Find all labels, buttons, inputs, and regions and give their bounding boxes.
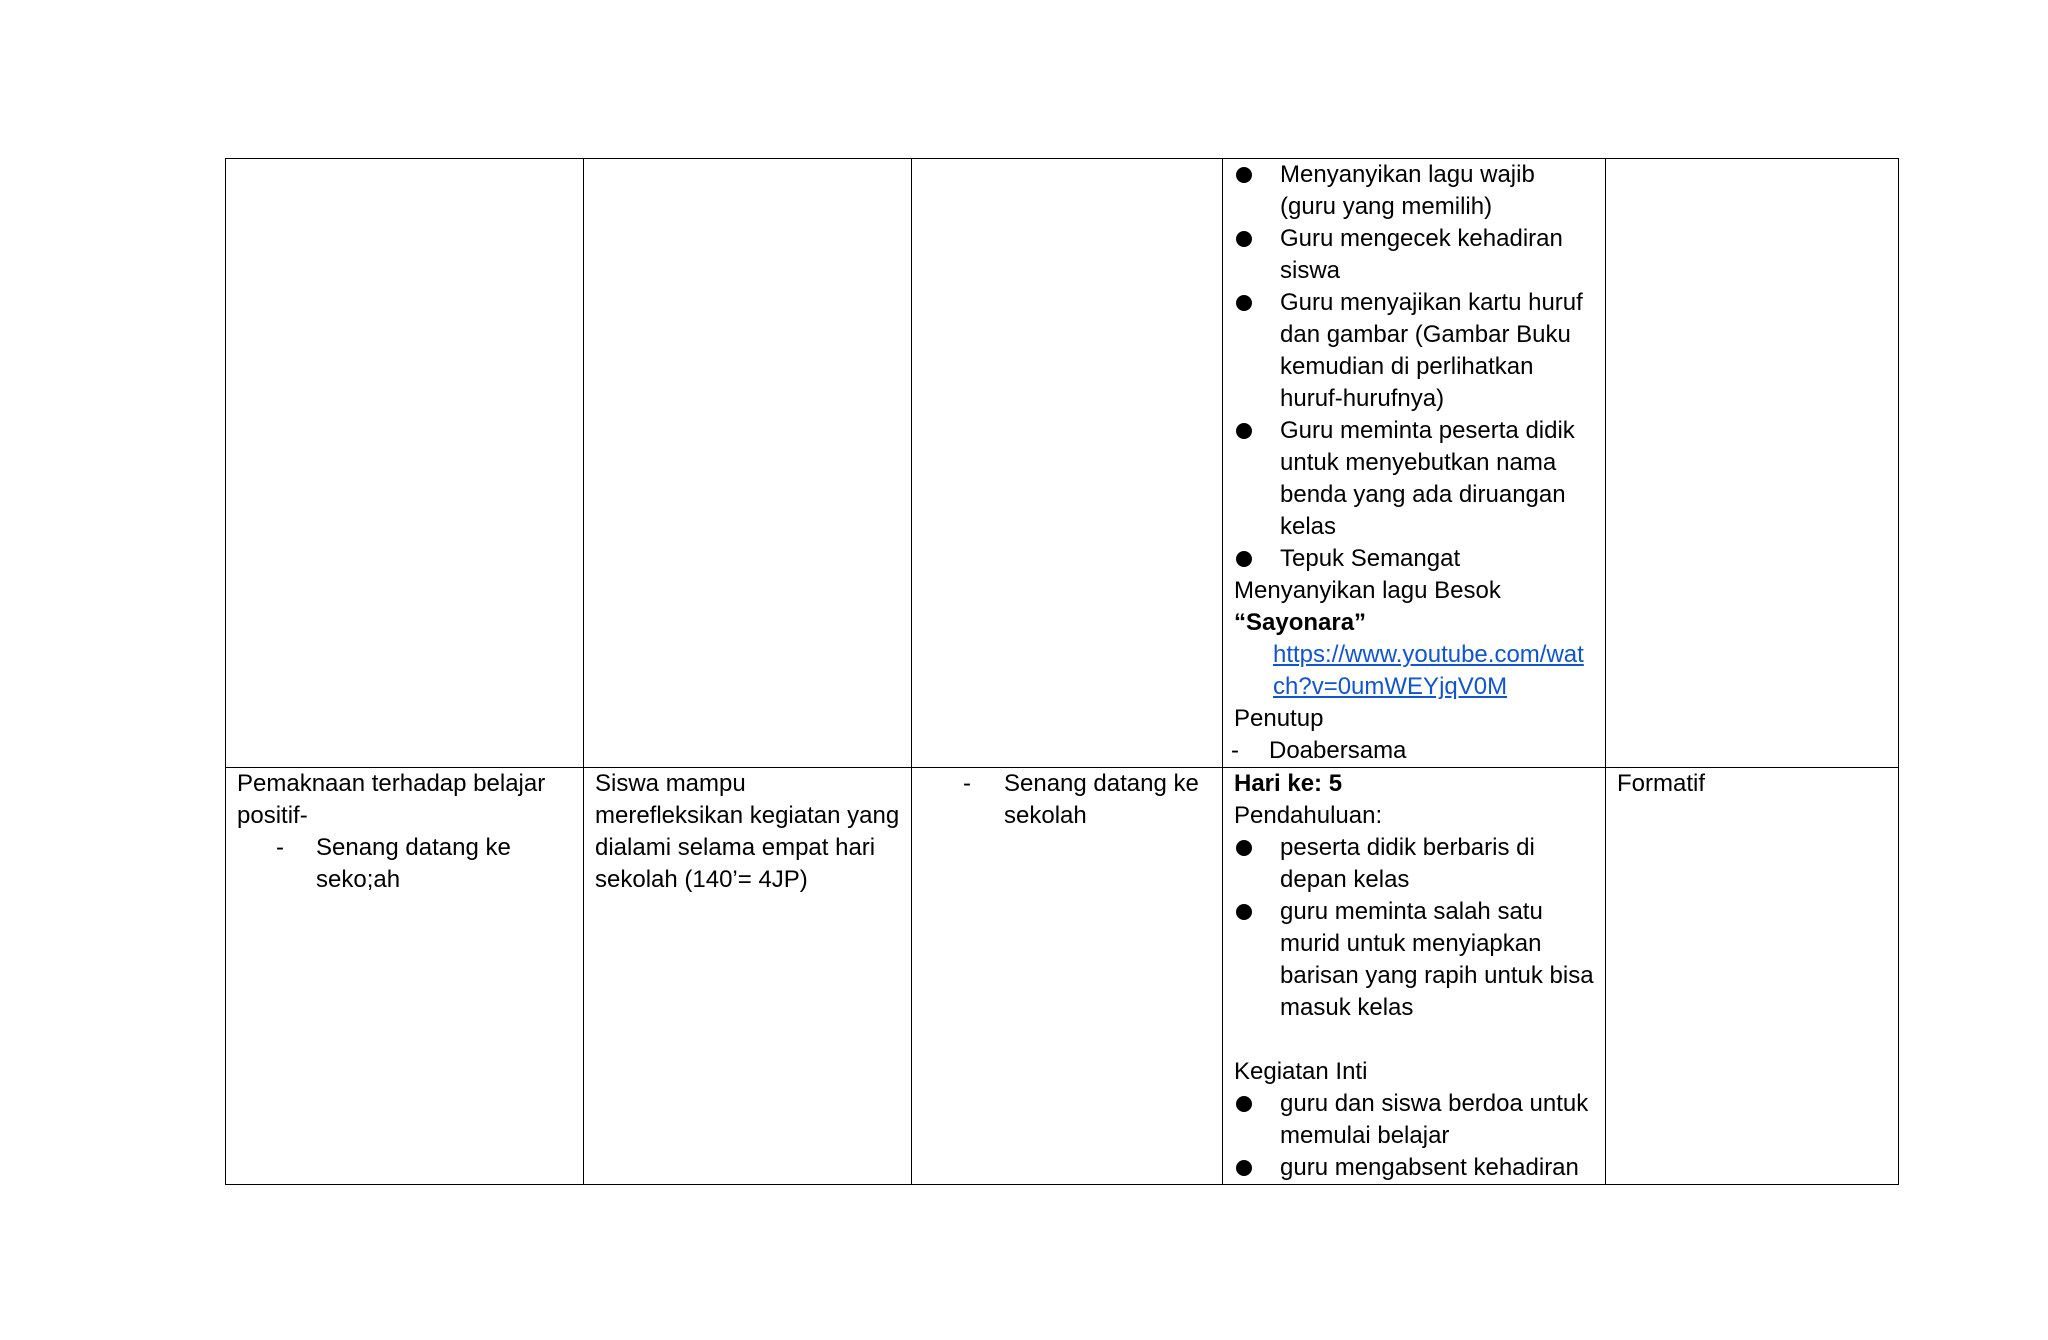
table-cell-competency xyxy=(226,159,584,768)
bullet-dot-icon xyxy=(1236,1096,1252,1112)
list-item-text: guru dan siswa berdoa untuk memulai belajar xyxy=(1280,1090,1589,1149)
youtube-link[interactable]: https://www.youtube.com/watch?v=0umWEYjqV0M xyxy=(1273,641,1584,700)
table-row xyxy=(226,768,1899,1185)
table-cell-objective xyxy=(584,768,912,1185)
list-item xyxy=(1234,1088,1594,1152)
list-item-text: guru mengabsent kehadiran xyxy=(1280,1154,1579,1181)
list-item xyxy=(1234,896,1594,1024)
dash-mark: - xyxy=(1231,737,1239,764)
bullet-dot-icon xyxy=(1236,1160,1252,1176)
core-bullet-list xyxy=(1234,1088,1594,1184)
table-cell-activities xyxy=(1223,768,1606,1185)
objective-text: Siswa mampu merefleksikan kegiatan yang dialami selama empat hari sekolah (140’= 4JP) xyxy=(595,770,900,893)
list-item xyxy=(1234,223,1594,287)
list-item-text: guru meminta salah satu murid untuk menyiapkan barisan yang rapih untuk bisa masuk kelas xyxy=(1280,898,1594,1021)
dash-mark: - xyxy=(276,834,284,861)
closing-item-text: Doabersama xyxy=(1269,737,1407,764)
table-cell-assessment xyxy=(1606,159,1899,768)
lesson-plan-table xyxy=(225,158,1899,1185)
table-cell-objective xyxy=(584,159,912,768)
list-item-text: peserta didik berbaris di depan kelas xyxy=(1280,834,1535,893)
table-row xyxy=(226,159,1899,768)
bullet-dot-icon xyxy=(1236,904,1252,920)
indicator-text: Senang datang ke sekolah xyxy=(1004,770,1199,829)
core-label: Kegiatan Inti xyxy=(1234,1058,1368,1085)
bullet-dot-icon xyxy=(1236,551,1252,567)
intro-label: Pendahuluan: xyxy=(1234,802,1383,829)
table-cell-indicator xyxy=(912,768,1223,1185)
intro-bullet-list xyxy=(1234,832,1594,1024)
competency-text: Pemaknaan terhadap belajar positif- xyxy=(237,770,546,829)
bullet-dot-icon xyxy=(1236,167,1252,183)
day-label: Hari ke: 5 xyxy=(1234,770,1343,797)
list-item-text: Menyanyikan lagu wajib (guru yang memilih) xyxy=(1280,161,1535,220)
list-item-text: Guru menyajikan kartu huruf dan gambar (Gambar Buku kemudian di perlihatkan huruf-hurufnya) xyxy=(1280,289,1583,412)
table-cell-indicator xyxy=(912,159,1223,768)
song-line: Menyanyikan lagu Besok xyxy=(1234,577,1501,604)
activity-bullet-list xyxy=(1234,159,1594,575)
competency-sub-item xyxy=(237,832,572,896)
bullet-dot-icon xyxy=(1236,840,1252,856)
list-item xyxy=(1234,159,1594,223)
list-item-text: Tepuk Semangat xyxy=(1280,545,1461,572)
closing-item xyxy=(1231,735,1594,767)
dash-mark: - xyxy=(963,770,971,797)
bullet-dot-icon xyxy=(1236,231,1252,247)
table-cell-activities xyxy=(1223,159,1606,768)
list-item-text: Guru mengecek kehadiran siswa xyxy=(1280,225,1563,284)
sub-item-text: Senang datang ke seko;ah xyxy=(316,834,511,893)
bullet-dot-icon xyxy=(1236,295,1252,311)
table-cell-competency xyxy=(226,768,584,1185)
list-item-text: Guru meminta peserta didik untuk menyebutkan nama benda yang ada diruangan kelas xyxy=(1280,417,1575,540)
bullet-dot-icon xyxy=(1236,423,1252,439)
song-title: “Sayonara” xyxy=(1234,609,1367,636)
closing-label: Penutup xyxy=(1234,705,1324,732)
indicator-item xyxy=(923,768,1211,832)
table-cell-assessment xyxy=(1606,768,1899,1185)
list-item xyxy=(1234,287,1594,415)
list-item xyxy=(1234,1152,1594,1184)
list-item xyxy=(1234,832,1594,896)
assessment-text: Formatif xyxy=(1617,770,1706,797)
list-item xyxy=(1234,543,1594,575)
list-item xyxy=(1234,415,1594,543)
spacer xyxy=(1234,1024,1594,1056)
